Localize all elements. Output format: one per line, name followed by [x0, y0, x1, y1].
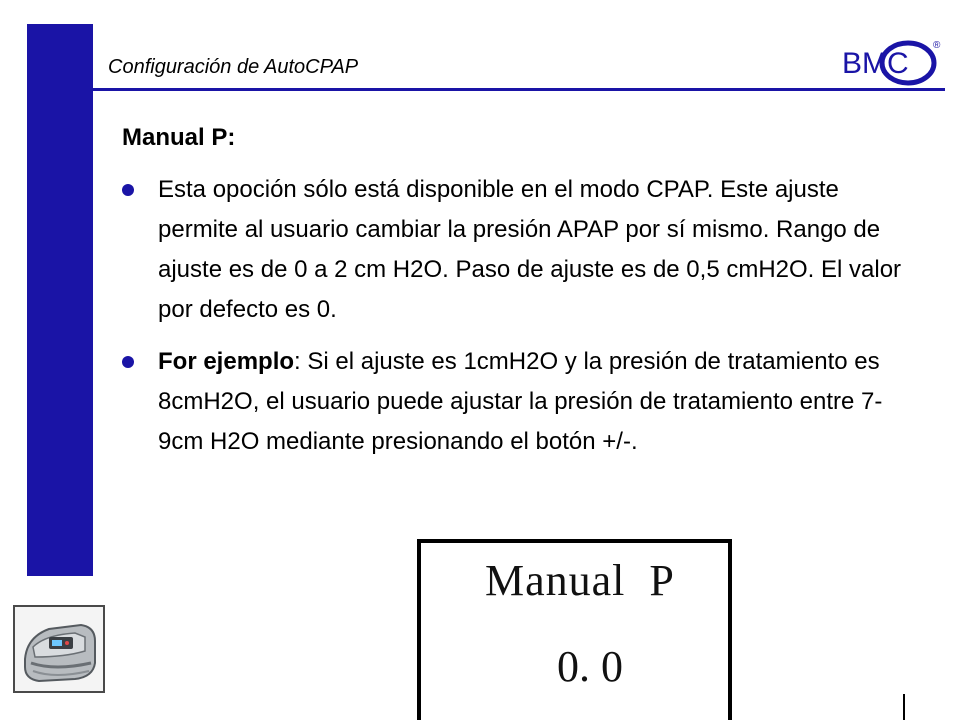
bullet-text: Esta opoción sólo está disponible en el modo CPAP. Este ajuste permite al usuario cambiar la presión APAP por sí mismo. Rango de ajuste es de 0 a 2 cm H2O. Paso de ajuste es de 0,5 cmH2O. El valor por defecto es 0.: [158, 176, 902, 323]
cpap-device-icon: [15, 607, 103, 691]
side-accent-bar: [27, 24, 93, 576]
lcd-setting-label: Manual P: [485, 556, 675, 605]
bmc-logo-text: BMC: [842, 47, 909, 80]
bullet-list: [122, 170, 922, 462]
bmc-logo-registered: ®: [933, 40, 941, 51]
bullet-dot-icon: [122, 356, 134, 368]
slide-header-title: Configuración de AutoCPAP: [108, 56, 359, 78]
section-heading: Manual P:: [122, 124, 236, 151]
bullet-item: [122, 170, 910, 330]
bullet-dot-icon: [122, 184, 134, 196]
lcd-display: [417, 539, 732, 720]
cpap-device-thumbnail: [13, 605, 105, 693]
bmc-logo: [838, 38, 942, 86]
header-divider: [93, 88, 945, 91]
lcd-setting-value: 0. 0: [557, 642, 623, 691]
bullet-bold-lead: For ejemplo: [158, 348, 295, 375]
corner-divider: [903, 694, 905, 720]
bullet-text: : Si el ajuste es 1cmH2O y la presión de tratamiento es 8cmH2O, el usuario puede ajustar la presión de tratamiento entre 7-9cm H2O mediante presionando el botón +/-.: [158, 348, 883, 455]
bullet-item: [122, 342, 910, 462]
